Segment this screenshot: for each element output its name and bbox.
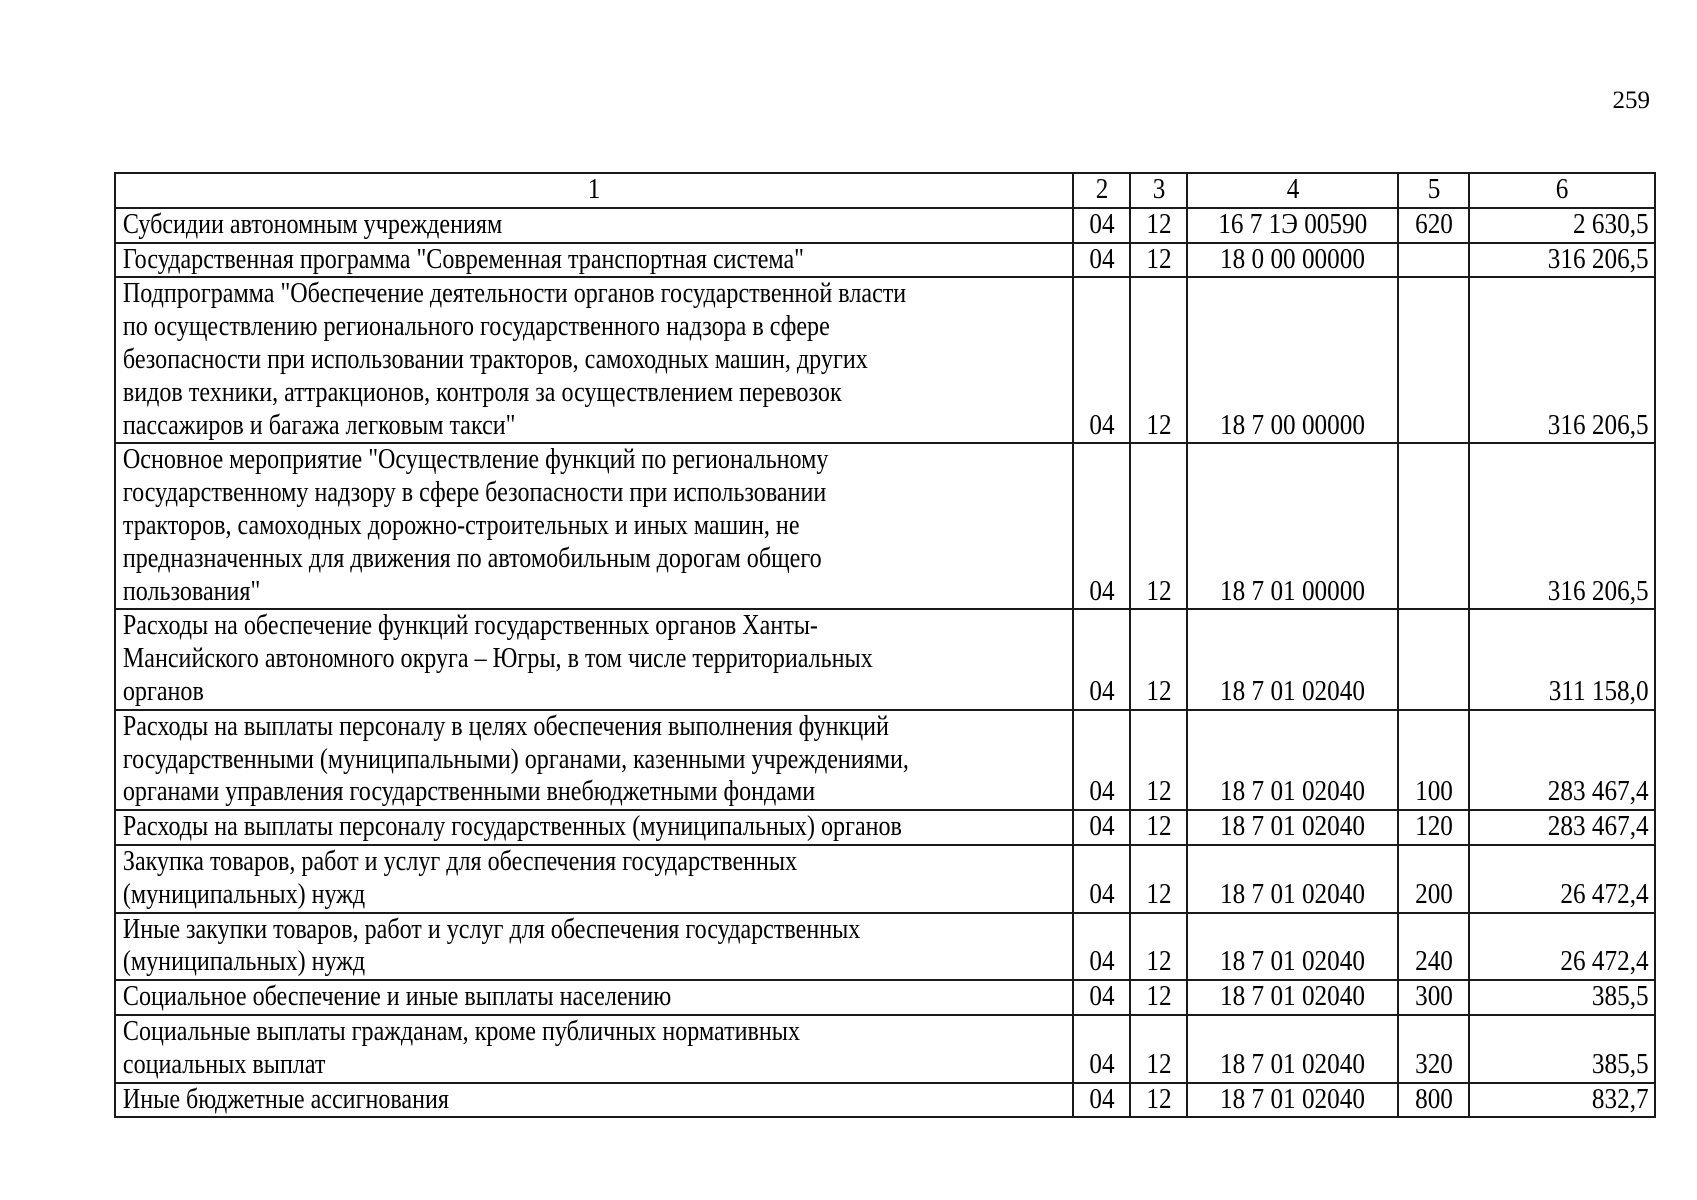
expense-name-cell [115,845,1073,913]
section-code-cell: 04 [1073,208,1130,243]
expense-type-code-cell: 300 [1398,980,1469,1015]
target-article-code-cell: 18 7 00 00000 [1187,277,1398,443]
target-article-code-cell: 18 0 00 00000 [1187,243,1398,278]
section-code-cell: 04 [1073,913,1130,981]
subsection-code-cell: 12 [1130,609,1187,709]
expense-name-line: органами управления государственными внебюджетными фондами [122,776,816,808]
target-article-code-cell: 18 7 01 02040 [1187,810,1398,845]
page-number: 259 [1612,87,1650,114]
expense-name-line: (муниципальных) нужд [122,946,366,978]
section-code-cell: 04 [1073,243,1130,278]
target-article-code-cell: 18 7 01 02040 [1187,913,1398,981]
expense-name-cell [115,1015,1073,1083]
column-header-1: 1 [115,173,1073,208]
amount-cell: 2 630,5 [1469,208,1655,243]
expense-name-line: Иные бюджетные ассигнования [122,1083,449,1115]
expense-name-line: Подпрограмма "Обеспечение деятельности органов государственной власти [122,278,907,310]
column-header-3: 3 [1130,173,1187,208]
expense-name-line: Расходы на выплаты персоналу государственных (муниципальных) органов [122,811,902,843]
section-code-cell: 04 [1073,1015,1130,1083]
target-article-code-cell: 18 7 01 02040 [1187,980,1398,1015]
expense-name-line: Основное мероприятие "Осуществление функций по региональному [122,444,829,476]
expense-type-code-cell: 320 [1398,1015,1469,1083]
section-code-cell: 04 [1073,980,1130,1015]
expense-name-line: органов [122,675,204,707]
target-article-code-cell: 18 7 01 00000 [1187,443,1398,609]
expense-name-line: государственному надзору в сфере безопасности при использовании [122,477,827,509]
subsection-code-cell: 12 [1130,980,1187,1015]
expense-name-line: тракторов, самоходных дорожно-строительных и иных машин, не [122,509,800,541]
amount-cell: 311 158,0 [1469,609,1655,709]
expense-type-code-cell: 240 [1398,913,1469,981]
expense-name-cell [115,1083,1073,1118]
amount-cell: 316 206,5 [1469,443,1655,609]
target-article-code-cell: 18 7 01 02040 [1187,1015,1398,1083]
column-header-5: 5 [1398,173,1469,208]
table-row [115,1083,1655,1118]
expense-type-code-cell [1398,243,1469,278]
budget-table [114,172,1656,1118]
subsection-code-cell: 12 [1130,208,1187,243]
expense-name-line: видов техники, аттракционов, контроля за осуществлением перевозок [122,376,842,408]
amount-cell: 283 467,4 [1469,710,1655,810]
target-article-code-cell: 18 7 01 02040 [1187,609,1398,709]
table-header-row [115,173,1655,208]
expense-type-code-cell: 620 [1398,208,1469,243]
expense-name-line: государственными (муниципальными) органами, казенными учреждениями, [122,743,909,775]
table-row [115,810,1655,845]
expense-name-line: по осуществлению регионального государственного надзора в сфере [122,311,830,343]
table-row [115,980,1655,1015]
column-header-4: 4 [1187,173,1398,208]
table-row [115,208,1655,243]
expense-type-code-cell [1398,443,1469,609]
amount-cell: 385,5 [1469,1015,1655,1083]
section-code-cell: 04 [1073,1083,1130,1118]
section-code-cell: 04 [1073,710,1130,810]
expense-name-cell [115,710,1073,810]
amount-cell: 316 206,5 [1469,277,1655,443]
subsection-code-cell: 12 [1130,810,1187,845]
subsection-code-cell: 12 [1130,243,1187,278]
section-code-cell: 04 [1073,443,1130,609]
table-row [115,243,1655,278]
column-header-6: 6 [1469,173,1655,208]
target-article-code-cell: 16 7 1Э 00590 [1187,208,1398,243]
subsection-code-cell: 12 [1130,1083,1187,1118]
subsection-code-cell: 12 [1130,913,1187,981]
expense-type-code-cell: 800 [1398,1083,1469,1118]
expense-name-cell [115,980,1073,1015]
expense-name-line: безопасности при использовании тракторов, самоходных машин, других [122,343,868,375]
table-row [115,1015,1655,1083]
expense-name-cell [115,443,1073,609]
expense-name-cell [115,208,1073,243]
expense-name-line: предназначенных для движения по автомобильным дорогам общего [122,542,822,574]
expense-name-line: Расходы на обеспечение функций государственных органов Ханты- [122,610,818,642]
target-article-code-cell: 18 7 01 02040 [1187,710,1398,810]
expense-name-line: Социальное обеспечение и иные выплаты населению [122,981,672,1013]
expense-name-line: (муниципальных) нужд [122,878,366,910]
expense-type-code-cell: 120 [1398,810,1469,845]
target-article-code-cell: 18 7 01 02040 [1187,845,1398,913]
section-code-cell: 04 [1073,277,1130,443]
expense-type-code-cell [1398,609,1469,709]
expense-name-line: Расходы на выплаты персоналу в целях обеспечения выполнения функций [122,710,889,742]
table-row [115,609,1655,709]
column-header-2: 2 [1073,173,1130,208]
expense-name-line: Социальные выплаты гражданам, кроме публичных нормативных [122,1015,800,1047]
expense-name-line: Закупка товаров, работ и услуг для обеспечения государственных [122,845,798,877]
expense-name-cell [115,913,1073,981]
expense-name-line: пользования" [122,575,261,607]
subsection-code-cell: 12 [1130,1015,1187,1083]
section-code-cell: 04 [1073,609,1130,709]
section-code-cell: 04 [1073,845,1130,913]
expense-type-code-cell [1398,277,1469,443]
expense-name-cell [115,609,1073,709]
target-article-code-cell: 18 7 01 02040 [1187,1083,1398,1118]
expense-type-code-cell: 100 [1398,710,1469,810]
expense-name-line: Субсидии автономным учреждениям [122,208,503,240]
table-row [115,845,1655,913]
table-row [115,443,1655,609]
subsection-code-cell: 12 [1130,443,1187,609]
expense-name-cell [115,810,1073,845]
subsection-code-cell: 12 [1130,277,1187,443]
table-row [115,277,1655,443]
section-code-cell: 04 [1073,810,1130,845]
expense-name-line: Мансийского автономного округа – Югры, в том числе территориальных [122,643,873,675]
expense-name-line: Государственная программа "Современная транспортная система" [122,243,805,275]
table-row [115,913,1655,981]
amount-cell: 832,7 [1469,1083,1655,1118]
expense-type-code-cell: 200 [1398,845,1469,913]
amount-cell: 26 472,4 [1469,913,1655,981]
table-row [115,710,1655,810]
subsection-code-cell: 12 [1130,710,1187,810]
subsection-code-cell: 12 [1130,845,1187,913]
amount-cell: 283 467,4 [1469,810,1655,845]
amount-cell: 385,5 [1469,980,1655,1015]
amount-cell: 26 472,4 [1469,845,1655,913]
expense-name-line: социальных выплат [122,1048,326,1080]
expense-name-line: пассажиров и багажа легковым такси" [122,409,516,441]
amount-cell: 316 206,5 [1469,243,1655,278]
expense-name-line: Иные закупки товаров, работ и услуг для обеспечения государственных [122,913,861,945]
expense-name-cell [115,243,1073,278]
expense-name-cell [115,277,1073,443]
